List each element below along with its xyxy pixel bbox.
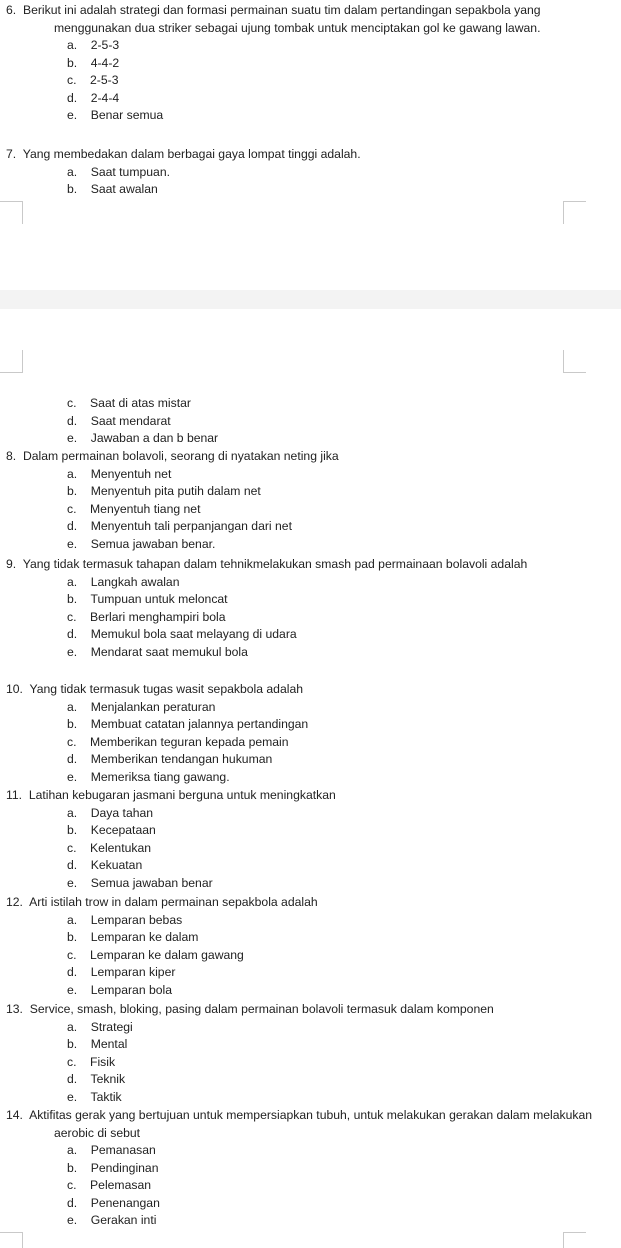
- option-d[interactable]: d. Penenangan: [67, 1195, 160, 1210]
- question-text: 14. Aktifitas gerak yang bertujuan untuk mempersiapkan tubuh, untuk melakukan gerakan dalam melakukan aerobic di sebut: [6, 1108, 593, 1140]
- page-gap: [0, 290, 621, 309]
- page-corner-mark: [563, 350, 586, 373]
- option-e[interactable]: e. Mendarat saat memukul bola: [67, 644, 248, 659]
- question-11: [0, 787, 600, 892]
- option-e[interactable]: e. Gerakan inti: [67, 1213, 157, 1227]
- question-text: 10. Yang tidak termasuk tugas wasit sepakbola adalah: [6, 682, 303, 696]
- option-d[interactable]: d. Menyentuh tali perpanjangan dari net: [67, 519, 292, 533]
- question-text: 11. Latihan kebugaran jasmani berguna untuk meningkatkan: [6, 788, 336, 802]
- option-d[interactable]: d. Memukul bola saat melayang di udara: [67, 627, 297, 641]
- option-b[interactable]: b. Lemparan ke dalam: [67, 930, 199, 944]
- option-b[interactable]: b. Menyentuh pita putih dalam net: [67, 484, 261, 498]
- option-a[interactable]: a. 2-5-3: [67, 38, 120, 52]
- question-14: [0, 1107, 600, 1230]
- option-a[interactable]: a. Langkah awalan: [67, 574, 180, 589]
- page-corner-mark: [0, 1232, 23, 1248]
- option-e[interactable]: e. Semua jawaban benar: [67, 875, 213, 890]
- option-b[interactable]: b. Pendinginan: [67, 1160, 159, 1175]
- question-7: [0, 146, 600, 199]
- option-c[interactable]: c. 2-5-3: [67, 73, 119, 87]
- page-corner-mark: [0, 350, 23, 373]
- option-c[interactable]: c. Pelemasan: [67, 1178, 152, 1192]
- page-corner-mark: [563, 1232, 586, 1248]
- question-text: 7. Yang membedakan dalam berbagai gaya lompat tinggi adalah.: [6, 147, 361, 161]
- page-corner-mark: [563, 201, 586, 224]
- question-7-continued: [0, 395, 600, 448]
- question-12: [0, 894, 600, 999]
- question-8: [0, 448, 600, 553]
- option-d[interactable]: d. Teknik: [67, 1072, 126, 1086]
- question-13: [0, 1001, 600, 1106]
- option-c[interactable]: c. Menyentuh tiang net: [67, 501, 201, 516]
- option-b[interactable]: b. Tumpuan untuk meloncat: [67, 592, 228, 606]
- option-d[interactable]: d. 2-4-4: [67, 90, 120, 105]
- option-d[interactable]: d. Lemparan kiper: [67, 965, 176, 979]
- option-a[interactable]: a. Saat tumpuan.: [67, 164, 170, 179]
- option-c[interactable]: c. Memberikan teguran kepada pemain: [67, 734, 289, 749]
- option-e[interactable]: e. Taktik: [67, 1089, 122, 1104]
- question-9: [0, 556, 600, 661]
- option-e[interactable]: e. Benar semua: [67, 108, 164, 122]
- option-d[interactable]: d. Saat mendarat: [67, 413, 171, 428]
- option-b[interactable]: b. Membuat catatan jalannya pertandingan: [67, 717, 309, 731]
- option-e[interactable]: e. Jawaban a dan b benar: [67, 431, 219, 445]
- option-c[interactable]: c. Fisik: [67, 1054, 116, 1069]
- option-b[interactable]: b. Saat awalan: [67, 182, 158, 196]
- option-a[interactable]: a. Daya tahan: [67, 805, 154, 820]
- question-text: 8. Dalam permainan bolavoli, seorang di nyatakan neting jika: [6, 449, 339, 463]
- option-a[interactable]: a. Menyentuh net: [67, 466, 172, 481]
- question-text: 6. Berikut ini adalah strategi dan formasi permainan suatu tim dalam pertandingan sepakbola yang menggunakan dua striker sebagai ujung tombak untuk menciptakan gol ke gawang lawan.: [6, 3, 541, 35]
- option-b[interactable]: b. 4-4-2: [67, 55, 120, 70]
- question-text: 13. Service, smash, bloking, pasing dalam permainan bolavoli termasuk dalam komponen: [6, 1002, 494, 1016]
- option-b[interactable]: b. Kecepataan: [67, 823, 156, 837]
- question-10: [0, 681, 600, 786]
- option-c[interactable]: c. Lemparan ke dalam gawang: [67, 947, 244, 962]
- page-corner-mark: [0, 201, 23, 224]
- option-c[interactable]: c. Berlari menghampiri bola: [67, 609, 226, 624]
- question-6: [0, 2, 600, 125]
- option-c[interactable]: c. Kelentukan: [67, 840, 152, 855]
- question-text: 12. Arti istilah trow in dalam permainan sepakbola adalah: [6, 895, 318, 909]
- option-d[interactable]: d. Memberikan tendangan hukuman: [67, 752, 273, 766]
- option-e[interactable]: e. Lemparan bola: [67, 982, 173, 997]
- option-e[interactable]: e. Memeriksa tiang gawang.: [67, 769, 230, 784]
- option-a[interactable]: a. Pemanasan: [67, 1143, 156, 1157]
- option-a[interactable]: a. Strategi: [67, 1019, 133, 1034]
- option-b[interactable]: b. Mental: [67, 1037, 128, 1051]
- option-c[interactable]: c. Saat di atas mistar: [67, 396, 191, 410]
- option-a[interactable]: a. Lemparan bebas: [67, 912, 183, 927]
- question-text: 9. Yang tidak termasuk tahapan dalam tehnikmelakukan smash pad permainaan bolavoli adalah: [6, 557, 528, 571]
- option-d[interactable]: d. Kekuatan: [67, 858, 143, 872]
- option-e[interactable]: e. Semua jawaban benar.: [67, 536, 216, 551]
- option-a[interactable]: a. Menjalankan peraturan: [67, 699, 216, 714]
